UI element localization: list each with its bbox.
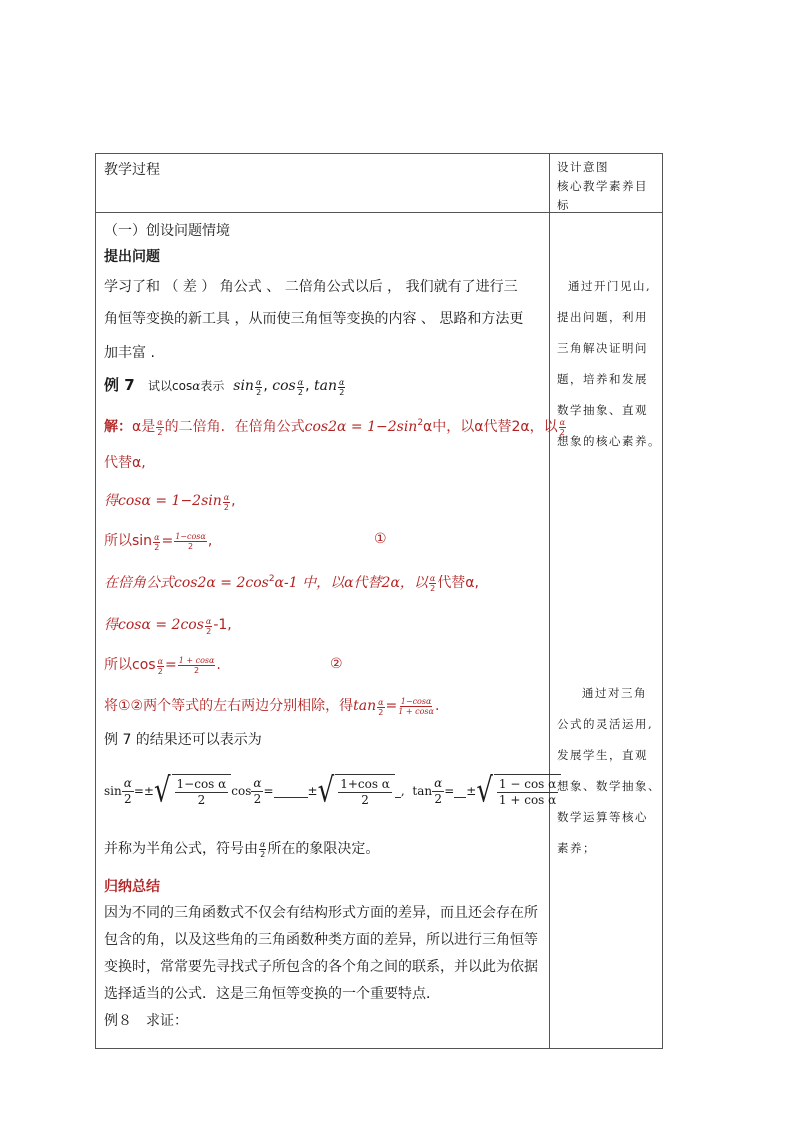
side-note-2-line-3: 发展学生，直观 [557, 748, 648, 762]
intro-line-2: 角恒等变换的新工具 ，从而使三角恒等变换的内容 、 思路和方法更 [104, 311, 524, 327]
solution-label: 解： [104, 419, 132, 435]
column-divider [549, 154, 550, 1048]
side-note-2-line-1: 通过对三角 [582, 686, 647, 700]
cos-half-formula: 所以cos $\frac{\alpha}{2}$ = $\frac{1 + \cos\alpha}{2}$ . [104, 655, 221, 676]
side-note-2-line-5: 数学运算等核心 [557, 810, 648, 824]
intro-line-1: 学习了和 （ 差 ） 角公式 、 二倍角公式以后 ， 我们就有了进行三 [104, 279, 518, 295]
example7-statement: 例 7 试以cosα表示 sin $\frac{\alpha}{2}$ , cos $\frac{\alpha}{2}$ , tan $\frac{\alpha}{2}$ [104, 376, 345, 397]
example8-label: 例８ 求证： [104, 1013, 188, 1029]
side-note-1-line-3: 三角解决证明问 [557, 341, 648, 355]
deduce-line-2: 得cosα = 2cos $\frac{\alpha}{2}$ -1, [104, 617, 232, 636]
double-angle-line: 在倍角公式$\cos 2\alpha = 2\cos^2\alpha-1$ 中，以α代替2α，以 $\frac{\alpha}{2}$ 代替α, [104, 573, 479, 593]
header-core-literacy-cont: 标 [557, 198, 570, 212]
side-note-1-line-4: 题，培养和发展 [557, 372, 648, 386]
intro-line-3: 加丰富 . [104, 345, 155, 361]
half-angle-named: 并称为半角公式，符号由 $\frac{\alpha}{2}$ 所在的象限决定。 [104, 839, 380, 859]
header-divider [96, 212, 662, 213]
side-note-1-line-5: 数学抽象、直观 [557, 403, 648, 417]
summary-line-1: 因为不同的三角函数式不仅会有结构形式方面的差异，而且还会存在所 [104, 905, 538, 921]
side-note-2-line-4: 想象、数学抽象、 [557, 779, 661, 793]
deduce-line-1: 得cosα = 1−2sin $\frac{\alpha}{2}$ , [104, 493, 236, 512]
blank-3[interactable] [454, 785, 466, 798]
side-note-1-line-6: 想象的核心素养。 [557, 434, 661, 448]
side-note-1-line-1: 通过开门见山, [568, 279, 652, 293]
solution-line-2: 代替α, [104, 455, 146, 471]
result-intro: 例 7 的结果还可以表示为 [104, 732, 262, 748]
half-angle-formulas: sin $\frac{\alpha}{2}$ = ± √ $\frac{\text{1−cos α}}{2}$ cos $\frac{\alpha}{2}$ = ± √ $\frac{\text{1+cos α}}{2}$ , tan $\frac{\alpha}{2}$ = ± √ $\frac{\text{1 − cos α}}{\text{1 + cos α}}$ [104, 774, 561, 808]
side-note-1-line-2: 提出问题，利用 [557, 310, 648, 324]
divide-line: 将①②两个等式的左右两边分别相除，得tan $\frac{\alpha}{2}$ = $\frac{1-\cos\alpha}{1 + \cos\alpha}$ . [104, 696, 440, 717]
equation-marker-1: ① [374, 531, 387, 547]
summary-line-4: 选择适当的公式．这是三角恒等变换的一个重要特点． [104, 986, 440, 1002]
side-note-2-line-2: 公式的灵活运用, [557, 717, 654, 731]
solution-line-1: 解：α是 $\frac{\alpha}{2}$ 的二倍角．在倍角公式$\cos 2\alpha = 1-2\sin^2\alpha$中，以α代替2α，以 $\frac{\alpha}{2}$ [104, 417, 566, 437]
lesson-table [95, 153, 663, 1049]
example7-label: 例 7 [104, 376, 135, 394]
sin-half-formula: 所以sin $\frac{\alpha}{2}$ = $\frac{1-\cos\alpha}{2}$ , [104, 531, 213, 552]
summary-line-3: 变换时，常常要先寻找式子所包含的各个角之间的联系，并以此为依据 [104, 959, 538, 975]
header-design-intent: 设计意图 [557, 160, 609, 174]
header-core-literacy: 核心教学素养目 [557, 179, 648, 193]
header-teaching-process: 教学过程 [104, 162, 160, 178]
section-title: （一）创设问题情境 [104, 223, 230, 239]
equation-marker-2: ② [330, 656, 343, 672]
section-subtitle: 提出问题 [104, 249, 160, 265]
blank-1[interactable] [274, 785, 308, 798]
side-note-2-line-6: 素养； [557, 841, 596, 855]
summary-line-2: 包含的角，以及这些角的三角函数种类方面的差异，所以进行三角恒等 [104, 932, 538, 948]
summary-title: 归纳总结 [104, 879, 160, 895]
